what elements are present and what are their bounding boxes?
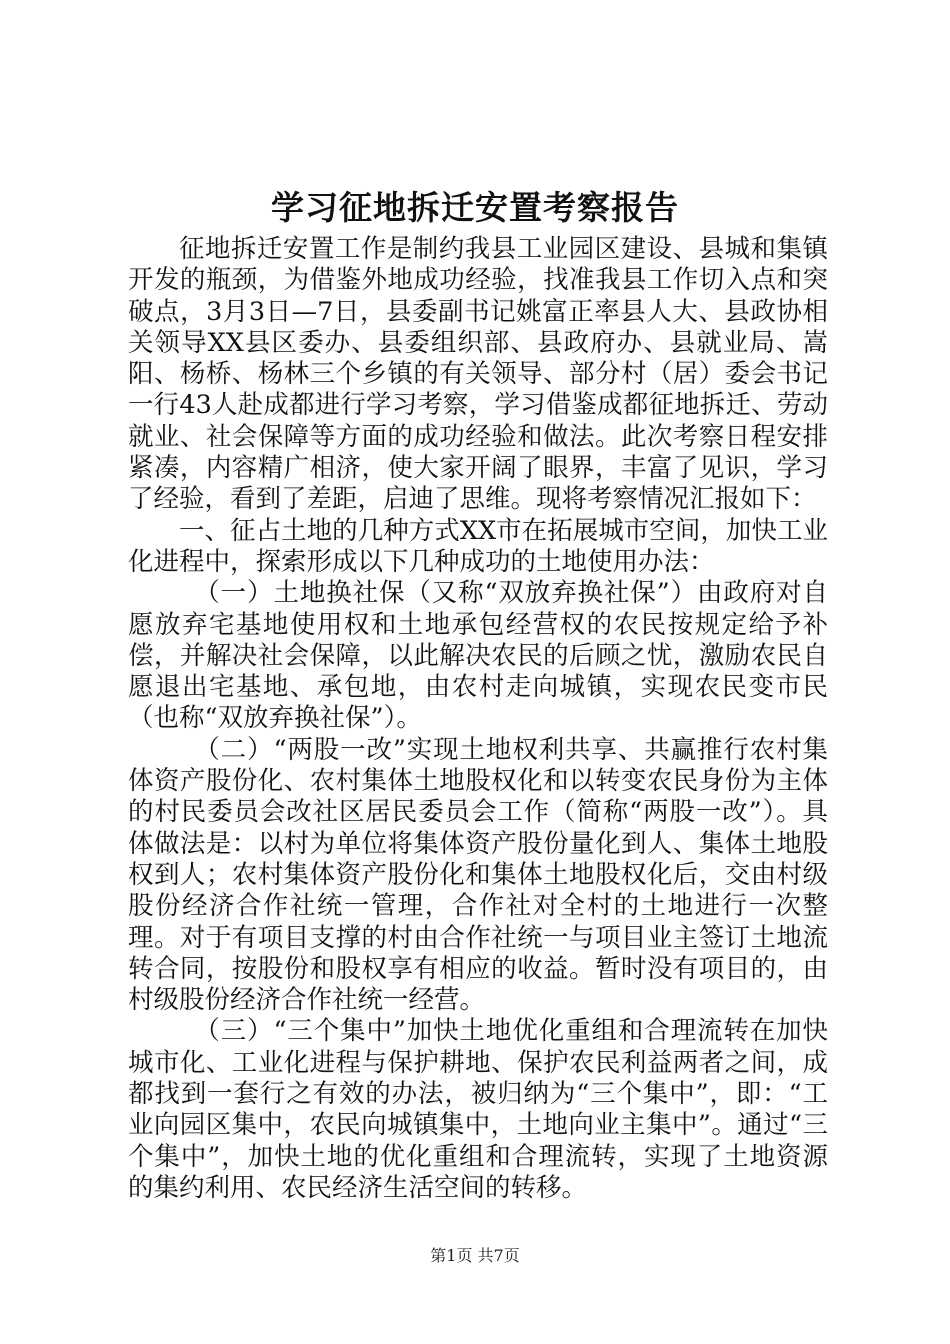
paragraph-item-3: （三）“三个集中”加快土地优化重组和合理流转在加快城市化、工业化进程与保护耕地、保护农民利益两者之间，成都找到一套行之有效的办法，被归纳为“三个集中”，即：“工业向园区集中，农民向城镇集中，土地向业主集中”。通过“三个集中”，加快土地的优化重组和合理流转，实现了土地资源的集约利用、农民经济生活空间的转移。 (128, 1016, 828, 1203)
page-number-footer: 第1页 共7页 (430, 1246, 520, 1265)
paragraph-intro: 征地拆迁安置工作是制约我县工业园区建设、县城和集镇开发的瓶颈，为借鉴外地成功经验，找准我县工作切入点和突破点，3月3日—7日，县委副书记姚富正率县人大、县政协相关领导XX县区委办、县委组织部、县政府办、县就业局、嵩阳、杨桥、杨林三个乡镇的有关领导、部分村（居）委会书记一行43人赴成都进行学习考察，学习借鉴成都征地拆迁、劳动就业、社会保障等方面的成功经验和做法。此次考察日程安排紧凑，内容精广相济，使大家开阔了眼界，丰富了见识，学习了经验，看到了差距，启迪了思维。现将考察情况汇报如下： (128, 234, 828, 515)
paragraph-section-1-heading: 一、征占土地的几种方式XX市在拓展城市空间，加快工业化进程中，探索形成以下几种成功的土地使用办法： (128, 515, 828, 577)
paragraph-item-2: （二）“两股一改”实现土地权利共享、共赢推行农村集体资产股份化、农村集体土地股权化和以转变农民身份为主体的村民委员会改社区居民委员会工作（简称“两股一改”）。具体做法是：以村为单位将集体资产股份量化到人、集体土地股权到人；农村集体资产股份化和集体土地股权化后，交由村级股份经济合作社统一管理，合作社对全村的土地进行一次整理。对于有项目支撑的村由合作社统一与项目业主签订土地流转合同，按股份和股权享有相应的收益。暂时没有项目的，由村级股份经济合作社统一经营。 (128, 734, 828, 1016)
document-title: 学习征地拆迁安置考察报告 (271, 188, 679, 227)
document-body (128, 234, 828, 1204)
paragraph-item-1: （一）土地换社保（又称“双放弃换社保”）由政府对自愿放弃宅基地使用权和土地承包经营权的农民按规定给予补偿，并解决社会保障，以此解决农民的后顾之忧，激励农民自愿退出宅基地、承包地，由农村走向城镇，实现农民变市民（也称“双放弃换社保”）。 (128, 578, 828, 734)
